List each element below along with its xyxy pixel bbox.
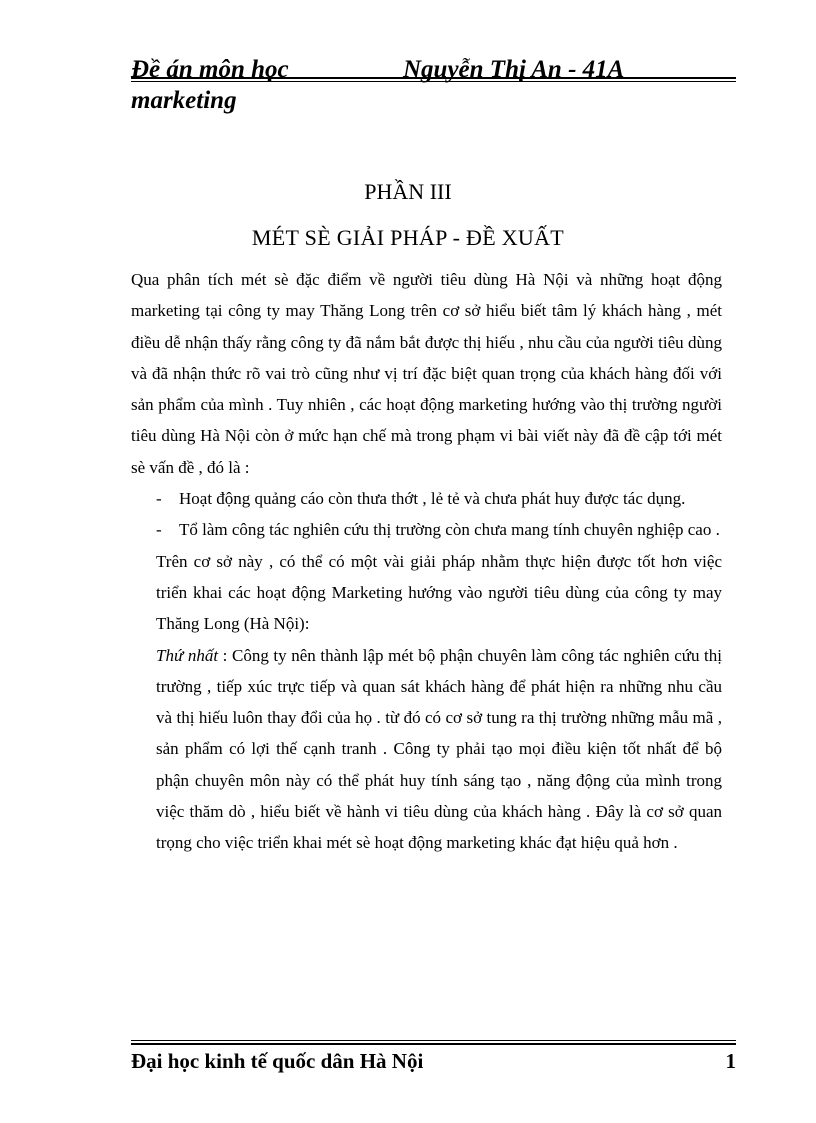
- list-item: [131, 483, 722, 514]
- list-item-text: Tổ làm công tác nghiên cứu thị trường còn chưa mang tính chuyên nghiệp cao .: [179, 520, 720, 540]
- footer-university: Đại học kinh tế quốc dân Hà Nội: [131, 1049, 424, 1073]
- footer-rule-thin: [131, 1040, 736, 1041]
- list-item-text: Hoạt động quảng cáo còn thưa thớt , lẻ tẻ và chưa phát huy được tác dụng.: [179, 489, 686, 509]
- intro-paragraph: Qua phân tích mét sè đặc điểm về người tiêu dùng Hà Nội và những hoạt động marketing tại công ty may Thăng Long trên cơ sở hiểu biết tâm lý khách hàng , mét điều dễ nhận thấy rằng công ty đã nắm bắt được thị hiếu , nhu cầu của người tiêu dùng và đã nhận thức rõ vai trò cũng như vị trí đặc biệt quan trọng của khách hàng đối với sản phẩm của mình . Tuy nhiên , các hoạt động marketing hướng vào thị trường người tiêu dùng Hà Nội còn ở mức hạn chế mà trong phạm vi bài viết này đã đề cập tới mét sè vấn đề , đó là :: [131, 270, 722, 477]
- section-title: MÉT SÈ GIẢI PHÁP - ĐỀ XUẤT: [251, 225, 565, 250]
- header-author: Nguyễn Thị An - 41A: [403, 56, 625, 83]
- footer-rule-thick: [131, 1043, 736, 1045]
- body-text: [131, 264, 722, 859]
- header-rule-thick: [131, 77, 736, 79]
- transition-paragraph: Trên cơ sở này , có thể có một vài giải pháp nhằm thực hiện được tốt hơn việc triển khai các hoạt động Marketing hướng vào người tiêu dùng của công ty may Thăng Long (Hà Nội):: [156, 551, 722, 634]
- list-item: [131, 514, 722, 545]
- header-rule-thin: [131, 81, 736, 82]
- section-number: PHẦN III: [364, 179, 452, 204]
- first-solution-label: Thứ nhất: [156, 645, 219, 665]
- first-solution-paragraph: [156, 640, 722, 859]
- issue-list: [131, 483, 722, 546]
- dash-bullet: -: [156, 520, 162, 540]
- page-number: 1: [725, 1049, 736, 1073]
- first-solution-text: : Công ty nên thành lập mét bộ phận chuyên làm công tác nghiên cứu thị trường , tiếp xúc trực tiếp và quan sát khách hàng để phát hiện ra những nhu cầu và thị hiếu luôn thay đổi của họ . từ đó có cơ sở tung ra thị trường những mẫu mã , sản phẩm có lợi thế cạnh tranh . Công ty phải tạo mọi điều kiện tốt nhất để bộ phận chuyên môn này có thể phát huy tính sáng tạo , năng động của mình trong việc thăm dò , hiểu biết về hành vi tiêu dùng của khách hàng . Đây là cơ sở quan trọng cho việc triển khai mét sè hoạt động marketing khác đạt hiệu quả hơn .: [156, 645, 723, 853]
- header-course-title: Đề án môn học marketing: [131, 56, 289, 114]
- dash-bullet: -: [156, 489, 162, 509]
